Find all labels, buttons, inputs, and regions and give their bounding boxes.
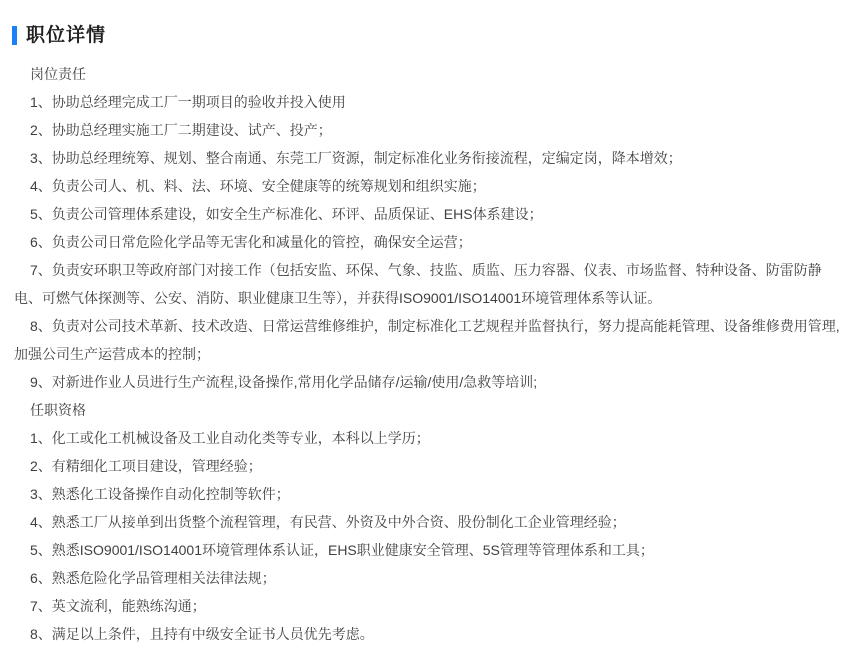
responsibility-item-1: 1、协助总经理完成工厂一期项目的验收并投入使用 [30,94,346,110]
responsibility-item-2: 2、协助总经理实施工厂二期建设、试产、投产； [30,122,332,138]
section-label-qualifications: 任职资格 [30,402,86,418]
header-accent-bar [12,26,17,45]
qualification-item-6: 6、熟悉危险化学品管理相关法律法规； [30,570,276,586]
qualification-item-4: 4、熟悉工厂从接单到出货整个流程管理，有民营、外资及中外合资、股份制化工企业管理经验； [30,514,626,530]
qualification-item-3: 3、熟悉化工设备操作自动化控制等软件； [30,486,290,502]
responsibility-item-4: 4、负责公司人、机、料、法、环境、安全健康等的统筹规划和组织实施； [30,178,486,194]
job-description-content [0,60,863,648]
qualification-item-8: 8、满足以上条件，且持有中级安全证书人员优先考虑。 [30,626,374,642]
qualification-item-2: 2、有精细化工项目建设，管理经验； [30,458,262,474]
responsibility-item-7: 7、负责安环职卫等政府部门对接工作（包括安监、环保、气象、技监、质监、压力容器、仪表、市场监督、特种设备、防雷防静电、可燃气体探测等、公安、消防、职业健康卫生等），并获得ISO9001/ISO14001环境管理体系等认证。 [14,262,822,306]
responsibility-item-8: 8、负责对公司技术革新、技术改造、日常运营维修维护，制定标准化工艺规程并监督执行，努力提高能耗管理、设备维修费用管理,加强公司生产运营成本的控制； [14,318,840,362]
responsibility-item-9: 9、对新进作业人员进行生产流程,设备操作,常用化学品储存/运输/使用/急救等培训; [30,374,538,390]
responsibility-item-5: 5、负责公司管理体系建设，如安全生产标准化、环评、品质保证、EHS体系建设； [30,206,543,222]
responsibility-item-6: 6、负责公司日常危险化学品等无害化和减量化的管控，确保安全运营； [30,234,472,250]
responsibility-item-3: 3、协助总经理统筹、规划、整合南通、东莞工厂资源，制定标准化业务衔接流程，定编定岗，降本增效； [30,150,682,166]
page-title: 职位详情 [26,25,107,46]
section-label-responsibilities: 岗位责任 [30,66,86,82]
qualification-item-1: 1、化工或化工机械设备及工业自动化类等专业，本科以上学历； [30,430,430,446]
job-detail-header [0,0,863,46]
qualification-item-5: 5、熟悉ISO9001/ISO14001环境管理体系认证，EHS职业健康安全管理、5S管理等管理体系和工具； [30,542,654,558]
qualification-item-7: 7、英文流利，能熟练沟通； [30,598,206,614]
